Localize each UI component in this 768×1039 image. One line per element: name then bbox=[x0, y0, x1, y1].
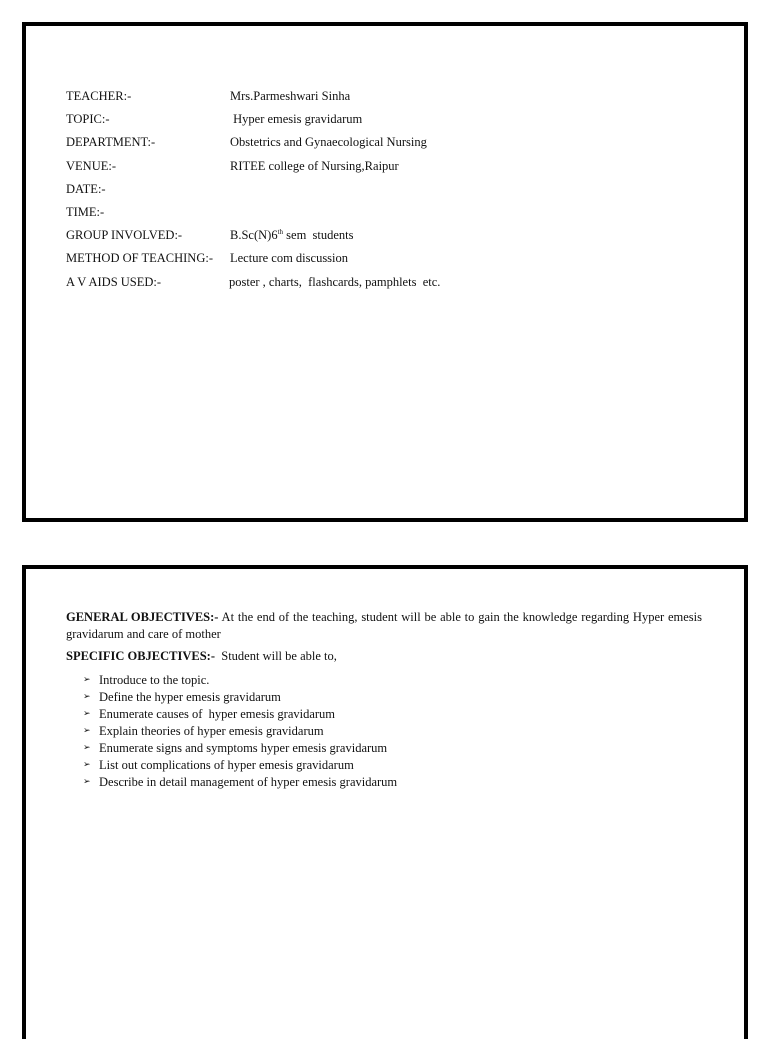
info-label: VENUE:- bbox=[66, 158, 116, 173]
info-row-av-aids bbox=[66, 274, 440, 297]
info-label: DATE:- bbox=[66, 181, 106, 196]
list-item-text: Introduce to the topic. bbox=[99, 672, 210, 687]
list-item-text: Enumerate signs and symptoms hyper emesis gravidarum bbox=[99, 740, 388, 755]
general-objectives-text: At the end of the teaching, student will be able to gain the knowledge regarding Hyper emesis gravidarum and care of mother bbox=[66, 610, 702, 641]
list-item-text: List out complications of hyper emesis gravidarum bbox=[99, 757, 354, 772]
arrowhead-bullet-icon: ➢ bbox=[83, 691, 91, 702]
list-item-text: Describe in detail management of hyper emesis gravidarum bbox=[99, 774, 398, 789]
lesson-plan-page-1 bbox=[22, 22, 748, 522]
list-item bbox=[83, 672, 702, 689]
info-label: GROUP INVOLVED:- bbox=[66, 228, 183, 243]
objectives-section bbox=[66, 609, 702, 791]
lesson-info-table bbox=[66, 88, 440, 297]
info-row-department bbox=[66, 134, 440, 157]
objectives-list bbox=[66, 672, 702, 791]
info-value: Hyper emesis gravidarum bbox=[230, 112, 363, 127]
arrowhead-bullet-icon: ➢ bbox=[83, 708, 91, 719]
general-objectives-label: GENERAL OBJECTIVES:- bbox=[66, 610, 219, 624]
info-label: TIME:- bbox=[66, 204, 105, 219]
info-row-venue bbox=[66, 158, 440, 181]
arrowhead-bullet-icon: ➢ bbox=[83, 759, 91, 770]
info-value bbox=[230, 227, 354, 250]
specific-objectives bbox=[66, 648, 702, 665]
info-label: TEACHER:- bbox=[66, 89, 132, 103]
info-row-date bbox=[66, 181, 440, 204]
info-value-main: B.Sc(N)6 bbox=[230, 228, 278, 243]
info-value-superscript: th bbox=[277, 227, 284, 236]
info-value: Lecture com discussion bbox=[230, 251, 349, 266]
info-label: METHOD OF TEACHING:- bbox=[66, 251, 213, 266]
list-item-text: Define the hyper emesis gravidarum bbox=[99, 689, 281, 704]
general-objectives bbox=[66, 609, 702, 642]
list-item bbox=[83, 740, 702, 757]
info-row-group-involved bbox=[66, 227, 440, 250]
arrowhead-bullet-icon: ➢ bbox=[83, 674, 91, 685]
info-row-topic bbox=[66, 111, 440, 134]
info-value: Obstetrics and Gynaecological Nursing bbox=[230, 135, 427, 150]
info-label: TOPIC:- bbox=[66, 112, 110, 127]
info-label: A V AIDS USED:- bbox=[66, 274, 162, 289]
info-value: poster , charts, flashcards, pamphlets etc. bbox=[229, 274, 441, 289]
list-item-text: Explain theories of hyper emesis gravidarum bbox=[99, 723, 324, 738]
arrowhead-bullet-icon: ➢ bbox=[83, 725, 91, 736]
list-item bbox=[83, 706, 702, 723]
info-value: Mrs.Parmeshwari Sinha bbox=[230, 89, 351, 103]
list-item bbox=[83, 757, 702, 774]
info-row-method-of-teaching bbox=[66, 250, 440, 273]
specific-objectives-label: SPECIFIC OBJECTIVES:- bbox=[66, 649, 215, 663]
info-row-teacher bbox=[66, 88, 440, 111]
info-row-time bbox=[66, 204, 440, 227]
specific-objectives-text: Student will be able to, bbox=[215, 649, 337, 663]
arrowhead-bullet-icon: ➢ bbox=[83, 776, 91, 787]
arrowhead-bullet-icon: ➢ bbox=[83, 742, 91, 753]
info-value-rest: sem students bbox=[283, 228, 354, 243]
list-item bbox=[83, 723, 702, 740]
list-item bbox=[83, 774, 702, 791]
info-value: RITEE college of Nursing,Raipur bbox=[230, 158, 399, 173]
list-item-text: Enumerate causes of hyper emesis gravidarum bbox=[99, 706, 336, 721]
info-label: DEPARTMENT:- bbox=[66, 135, 156, 150]
list-item bbox=[83, 689, 702, 706]
lesson-plan-page-2 bbox=[22, 565, 748, 1039]
